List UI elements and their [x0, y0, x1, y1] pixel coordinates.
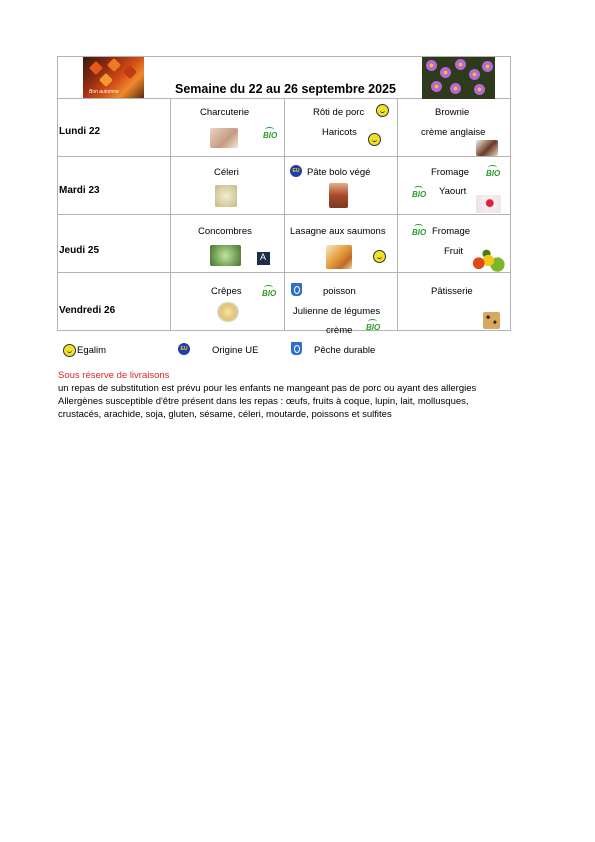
image-caption: Bon automne [89, 89, 119, 95]
flower-shape [450, 83, 461, 94]
egalim-icon [63, 344, 76, 357]
flower-shape [474, 84, 485, 95]
menu-item: Lasagne aux saumons [290, 226, 386, 237]
bio-icon: BIO [366, 323, 381, 332]
table-row [58, 215, 511, 273]
bio-icon: BIO [412, 190, 427, 199]
day-label-vendredi: Vendredi 26 [59, 305, 116, 316]
leaf-shape [89, 61, 103, 75]
day-label-mardi: Mardi 23 [59, 185, 100, 196]
flower-shape [469, 69, 480, 80]
flower-shape [455, 59, 466, 70]
peche-durable-icon [291, 283, 302, 296]
menu-item: Fruit [444, 246, 463, 257]
table-row [58, 273, 511, 331]
delivery-note: Sous réserve de livraisons [58, 370, 170, 381]
menu-item: Julienne de légumes [293, 306, 381, 317]
day-cell [58, 215, 171, 273]
menu-item: Haricots [322, 127, 357, 138]
menu-item: poisson [323, 286, 356, 297]
peche-durable-icon [291, 342, 302, 355]
menu-item: crème [326, 325, 353, 336]
leaf-shape [99, 73, 113, 87]
main-cell [284, 273, 397, 331]
label-rouge-icon [257, 252, 270, 265]
patisserie-photo [483, 312, 500, 329]
legend-egalim: Egalim [77, 345, 107, 356]
menu-item: Crêpes [211, 286, 242, 297]
fruit-photo [467, 247, 506, 274]
crepes-photo [217, 302, 239, 322]
lasagne-photo [326, 245, 352, 269]
flower-shape [440, 67, 451, 78]
legend-peche-durable: Pêche durable [314, 345, 376, 356]
menu-item: Charcuterie [200, 107, 250, 118]
day-label-lundi: Lundi 22 [59, 126, 101, 137]
flower-shape [482, 61, 493, 72]
menu-item: Concombres [198, 226, 252, 237]
menu-item: Yaourt [439, 186, 467, 197]
menu-item: Fromage [431, 167, 470, 178]
bio-icon: BIO [486, 169, 501, 178]
egalim-icon [373, 250, 386, 263]
day-cell [58, 273, 171, 331]
menu-item: Pâtisserie [431, 286, 473, 297]
allergen-note: Allergènes susceptible d'être présent dans les repas : œufs, fruits à coque, lupin, lait, mollusques, [58, 396, 469, 407]
menu-item: Pâte bolo végé [307, 167, 371, 178]
leaf-shape [107, 58, 121, 72]
brownie-photo [476, 140, 498, 156]
pate-bolo-photo [329, 183, 348, 208]
autumn-leaves-image [83, 57, 144, 98]
bio-icon: BIO [412, 228, 427, 237]
eu-origin-icon: EU [178, 343, 190, 355]
bio-icon: BIO [262, 289, 277, 298]
menu-item: crème anglaise [421, 127, 486, 138]
celeri-photo [215, 185, 237, 207]
menu-item: Céleri [214, 167, 239, 178]
bio-icon: BIO [263, 131, 278, 140]
menu-item: Fromage [432, 226, 471, 237]
yaourt-photo [476, 195, 501, 213]
legend-origine-ue: Origine UE [212, 345, 259, 356]
flower-shape [431, 81, 442, 92]
flower-shape [426, 60, 437, 71]
egalim-icon [368, 133, 381, 146]
egalim-icon [376, 104, 389, 117]
page-title: Semaine du 22 au 26 septembre 2025 [175, 82, 396, 96]
day-label-jeudi: Jeudi 25 [59, 245, 100, 256]
menu-item: Rôti de porc [313, 107, 365, 118]
leaf-shape [123, 65, 137, 79]
eu-origin-icon: EU [290, 165, 302, 177]
concombres-photo [210, 245, 241, 266]
menu-item: Brownie [435, 107, 470, 118]
substitution-note: un repas de substitution est prévu pour les enfants ne mangeant pas de porc ou ayant des allergies [58, 383, 477, 394]
asters-flowers-image [422, 57, 495, 99]
allergen-note-continued: crustacés, arachide, soja, gluten, sésame, céleri, moutarde, poissons et sulfites [58, 409, 392, 420]
charcuterie-photo [210, 128, 238, 148]
